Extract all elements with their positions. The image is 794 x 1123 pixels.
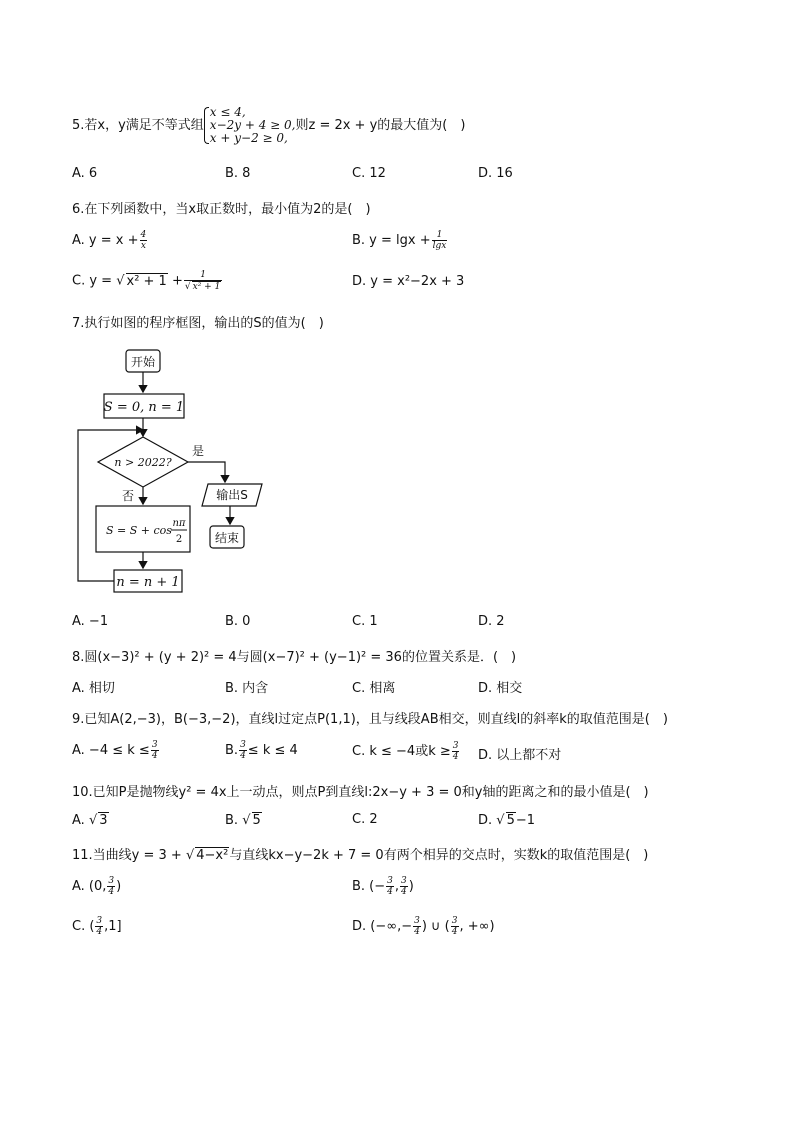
q10-b-radicand: 5 xyxy=(252,813,261,828)
sqrt-icon: √ xyxy=(88,813,98,828)
q11-d-denominator-1: 4 xyxy=(414,927,420,937)
q11-option-c xyxy=(72,916,122,937)
q9-c-text: C. k ≤ −4或k ≥ xyxy=(352,744,451,759)
q11-d-mid: ) ∪ ( xyxy=(421,919,450,934)
q11-option-b xyxy=(352,876,414,897)
q9-option-d: D. 以上都不对 xyxy=(478,748,562,763)
sqrt-icon: √ xyxy=(242,813,251,828)
q10-d-text: D. xyxy=(478,813,493,828)
q5-option-c: C. 12 xyxy=(352,166,386,181)
q9-c-denominator: 4 xyxy=(452,752,459,762)
q9-c-numerator: 3 xyxy=(452,741,459,751)
q6-stem: 6.在下列函数中，当x取正数时，最小值为2的是( ) xyxy=(72,202,371,217)
sqrt-icon: √ xyxy=(184,282,191,292)
q6-c-plus: + xyxy=(171,273,183,289)
q11-stem-pre: 11.当曲线y = 3 + xyxy=(72,848,182,863)
q6-c-text: C. y = xyxy=(72,273,113,289)
q11-c-fraction xyxy=(95,916,103,937)
q9-option-c xyxy=(352,740,460,762)
flow-body-numerator: nπ xyxy=(172,518,186,529)
q11-a-fraction xyxy=(107,876,115,897)
q5-stem-post: 则z = 2x + y的最大值为( ) xyxy=(295,118,466,133)
q10-d-radicand: 5 xyxy=(506,813,515,828)
q11-c-post: ,1] xyxy=(104,919,122,934)
q9-b-post: ≤ k ≤ 4 xyxy=(247,743,298,758)
q10-option-c: C. 2 xyxy=(352,812,378,827)
q11-a-denominator: 4 xyxy=(108,887,115,897)
q6-c-denominator xyxy=(184,281,222,292)
q11-b-mid: , xyxy=(394,879,400,894)
q11-b-numerator-1: 3 xyxy=(387,876,393,886)
q9-stem: 9.已知A(2,−3)，B(−3,−2)，直线l过定点P(1,1)，且与线段AB相交，则直线l的斜率k的取值范围是( ) xyxy=(72,712,668,727)
q6-option-c xyxy=(72,270,223,292)
q11-d-numerator-1: 3 xyxy=(414,916,420,926)
q9-b-text: B. xyxy=(225,743,239,758)
q9-b-fraction xyxy=(239,740,247,761)
q11-option-d xyxy=(352,916,495,937)
q10-option-b xyxy=(225,812,262,828)
q11-b-numerator-2: 3 xyxy=(401,876,407,886)
q10-option-d xyxy=(478,812,535,828)
question-11 xyxy=(72,844,648,863)
q7-stem: 7.执行如图的程序框图，输出的S的值为( ) xyxy=(72,316,324,331)
q9-a-fraction xyxy=(151,740,159,761)
q11-a-text: A. (0, xyxy=(72,879,107,894)
q5-option-b: B. 8 xyxy=(225,166,251,181)
q7-option-b: B. 0 xyxy=(225,614,251,629)
q11-b-post: ) xyxy=(408,879,414,894)
flow-incr-label: n = n + 1 xyxy=(116,575,180,590)
q9-b-numerator: 3 xyxy=(240,740,246,750)
q11-d-denominator-2: 4 xyxy=(451,927,458,937)
q11-d-fraction-1 xyxy=(413,916,421,937)
q5-constraint-3: x + y−2 ≥ 0, xyxy=(209,131,288,145)
q9-a-text: A. −4 ≤ k ≤ xyxy=(72,743,150,758)
q9-c-fraction xyxy=(452,741,460,762)
q8-option-b: B. 内含 xyxy=(225,681,269,696)
q11-a-numerator: 3 xyxy=(108,876,115,886)
q6-c-fraction xyxy=(184,270,222,292)
q10-a-text: A. xyxy=(72,813,85,828)
q9-a-numerator: 3 xyxy=(151,740,158,750)
q7-flowchart xyxy=(70,344,290,604)
q11-a-post: ) xyxy=(116,879,122,894)
q10-b-text: B. xyxy=(225,813,239,828)
q8-option-a: A. 相切 xyxy=(72,681,115,696)
q7-option-c: C. 1 xyxy=(352,614,378,629)
q6-option-d: D. y = x²−2x + 3 xyxy=(352,274,465,289)
q5-constraint-2: x−2y + 4 ≥ 0, xyxy=(209,118,296,132)
q6-c-numerator: 1 xyxy=(184,270,222,281)
q11-d-fraction-2 xyxy=(451,916,459,937)
q11-c-numerator: 3 xyxy=(96,916,103,926)
q11-stem-post: 与直线kx−y−2k + 7 = 0有两个相异的交点时，实数k的取值范围是( ) xyxy=(229,848,649,863)
q9-option-a xyxy=(72,740,160,761)
q11-option-a xyxy=(72,876,121,897)
q9-b-denominator: 4 xyxy=(240,751,246,761)
q6-c-radicand: x² + 1 xyxy=(126,273,167,289)
sqrt-icon: √ xyxy=(496,813,505,828)
flow-yes-label: 是 xyxy=(192,444,205,458)
q8-option-c: C. 相离 xyxy=(352,681,396,696)
q6-b-text: B. y = lgx + xyxy=(352,233,431,248)
flow-body-label: S = S + cos xyxy=(106,524,172,537)
sqrt-icon: √ xyxy=(116,273,125,289)
q6-option-b xyxy=(352,230,448,251)
q5-inequality-system xyxy=(204,106,296,145)
q6-option-a xyxy=(72,230,148,251)
q11-c-text: C. ( xyxy=(72,919,95,934)
q11-stem-radicand: 4−x² xyxy=(196,848,229,863)
q8-option-d: D. 相交 xyxy=(478,681,523,696)
q5-option-d: D. 16 xyxy=(478,166,513,181)
q11-d-post: , +∞) xyxy=(459,919,495,934)
q10-option-a xyxy=(72,812,109,828)
q11-b-fraction-1 xyxy=(386,876,394,897)
q6-b-numerator: 1 xyxy=(432,230,448,241)
q8-stem: 8.圆(x−3)² + (y + 2)² = 4与圆(x−7)² + (y−1)² = 36的位置关系是．( ) xyxy=(72,650,517,665)
q6-a-numerator: 4 xyxy=(140,230,147,240)
q5-constraint-1: x ≤ 4, xyxy=(209,105,246,119)
q11-b-denominator-2: 4 xyxy=(401,887,407,897)
q11-b-fraction-2 xyxy=(400,876,408,897)
q6-a-fraction xyxy=(140,230,148,251)
q6-a-text: A. y = x + xyxy=(72,233,139,248)
flow-output-label: 输出S xyxy=(216,488,248,502)
flow-end-label: 结束 xyxy=(214,531,240,545)
q11-b-text: B. (− xyxy=(352,879,386,894)
flow-no-label: 否 xyxy=(122,489,135,503)
q6-c-den-radicand: x² + 1 xyxy=(192,282,221,292)
q10-stem: 10.已知P是抛物线y² = 4x上一动点，则点P到直线l:2x−y + 3 = 0和y轴的距离之和的最小值是( ) xyxy=(72,785,649,800)
q5-option-a: A. 6 xyxy=(72,166,98,181)
q6-b-denominator: lgx xyxy=(432,241,447,251)
q9-option-b xyxy=(225,740,298,761)
sqrt-icon: √ xyxy=(185,848,195,863)
q7-option-a: A. −1 xyxy=(72,614,109,629)
q7-option-d: D. 2 xyxy=(478,614,505,629)
flow-init-label: S = 0, n = 1 xyxy=(103,400,185,415)
q5-stem-pre: 5.若x，y满足不等式组 xyxy=(72,118,204,133)
flow-body-denominator: 2 xyxy=(175,534,183,545)
q10-d-post: −1 xyxy=(515,813,536,828)
flow-cond-label: n > 2022? xyxy=(114,456,172,469)
q11-d-text: D. (−∞,− xyxy=(352,919,413,934)
q6-a-denominator: x xyxy=(140,241,146,251)
q11-c-denominator: 4 xyxy=(96,927,103,937)
q11-d-numerator-2: 3 xyxy=(451,916,458,926)
q11-b-denominator-1: 4 xyxy=(387,887,393,897)
question-5 xyxy=(72,106,465,145)
flow-start-label: 开始 xyxy=(130,355,156,369)
q6-b-fraction xyxy=(432,230,448,251)
q10-a-radicand: 3 xyxy=(99,813,108,828)
q9-a-denominator: 4 xyxy=(151,751,158,761)
